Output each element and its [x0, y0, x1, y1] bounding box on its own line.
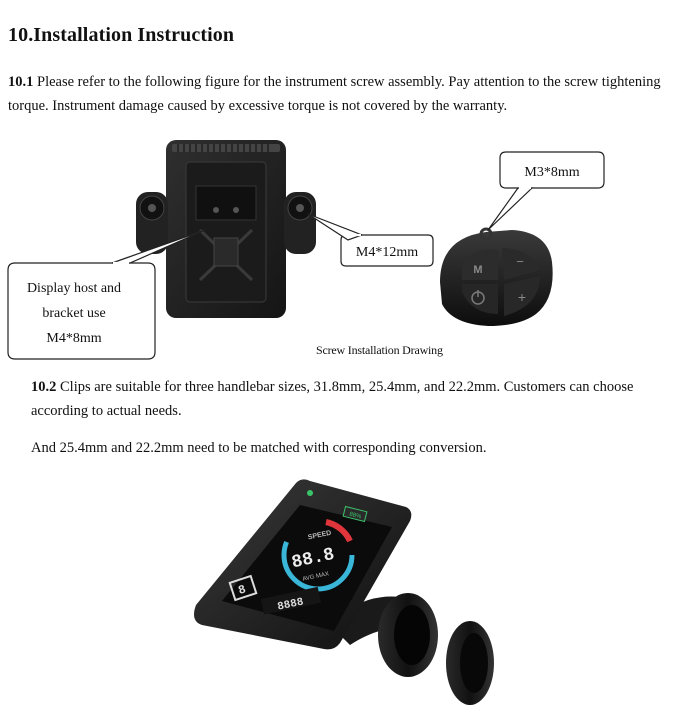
callout-display-line: bracket use — [42, 306, 106, 321]
section-text: Clips are suitable for three handlebar sizes, 31.8mm, 25.4mm, and 22.2mm. Customers can choose according to actual needs. — [31, 379, 634, 419]
screen-speed-label: SPEED — [307, 529, 333, 542]
conversion-note: And 25.4mm and 22.2mm need to be matched with corresponding conversion. — [31, 440, 487, 456]
screen-battery: 88% — [348, 511, 362, 521]
callout-display-line: M4*8mm — [46, 331, 102, 346]
section-text: Please refer to the following figure for the instrument screw assembly. Pay attention to the screw tightening torque. Instrument damage caused by excessive torque is not covered by the warranty. — [8, 74, 661, 114]
screen-speed-value: 88.8 — [289, 544, 337, 574]
remote-minus-key: − — [516, 254, 524, 269]
remote-control — [440, 229, 553, 326]
section-number: 10.2 — [31, 379, 57, 395]
section-number: 10.1 — [8, 74, 34, 90]
right-clamp — [284, 192, 316, 254]
display-clip-figure — [0, 475, 698, 710]
callout-display-line: Display host and — [26, 281, 122, 296]
callout-remote-text: M3*8mm — [524, 165, 580, 180]
section-10-2-paragraph — [31, 375, 671, 423]
remote-plus-key: + — [517, 289, 527, 305]
screen-odo-value: 8888 — [276, 596, 305, 614]
callout-display-text — [10, 276, 138, 351]
conversion-ring — [446, 621, 494, 705]
figure-caption: Screw Installation Drawing — [316, 343, 443, 357]
page-title: 10.Installation Instruction — [8, 24, 235, 46]
remote-mode-key: M — [473, 264, 483, 276]
display-back-housing — [166, 140, 286, 318]
callout-bracket-text: M4*12mm — [355, 245, 419, 260]
screen-avg-max: AVG MAX — [302, 571, 330, 583]
section-10-1-paragraph — [8, 70, 688, 118]
screen-assist-value: 8 — [236, 582, 248, 598]
